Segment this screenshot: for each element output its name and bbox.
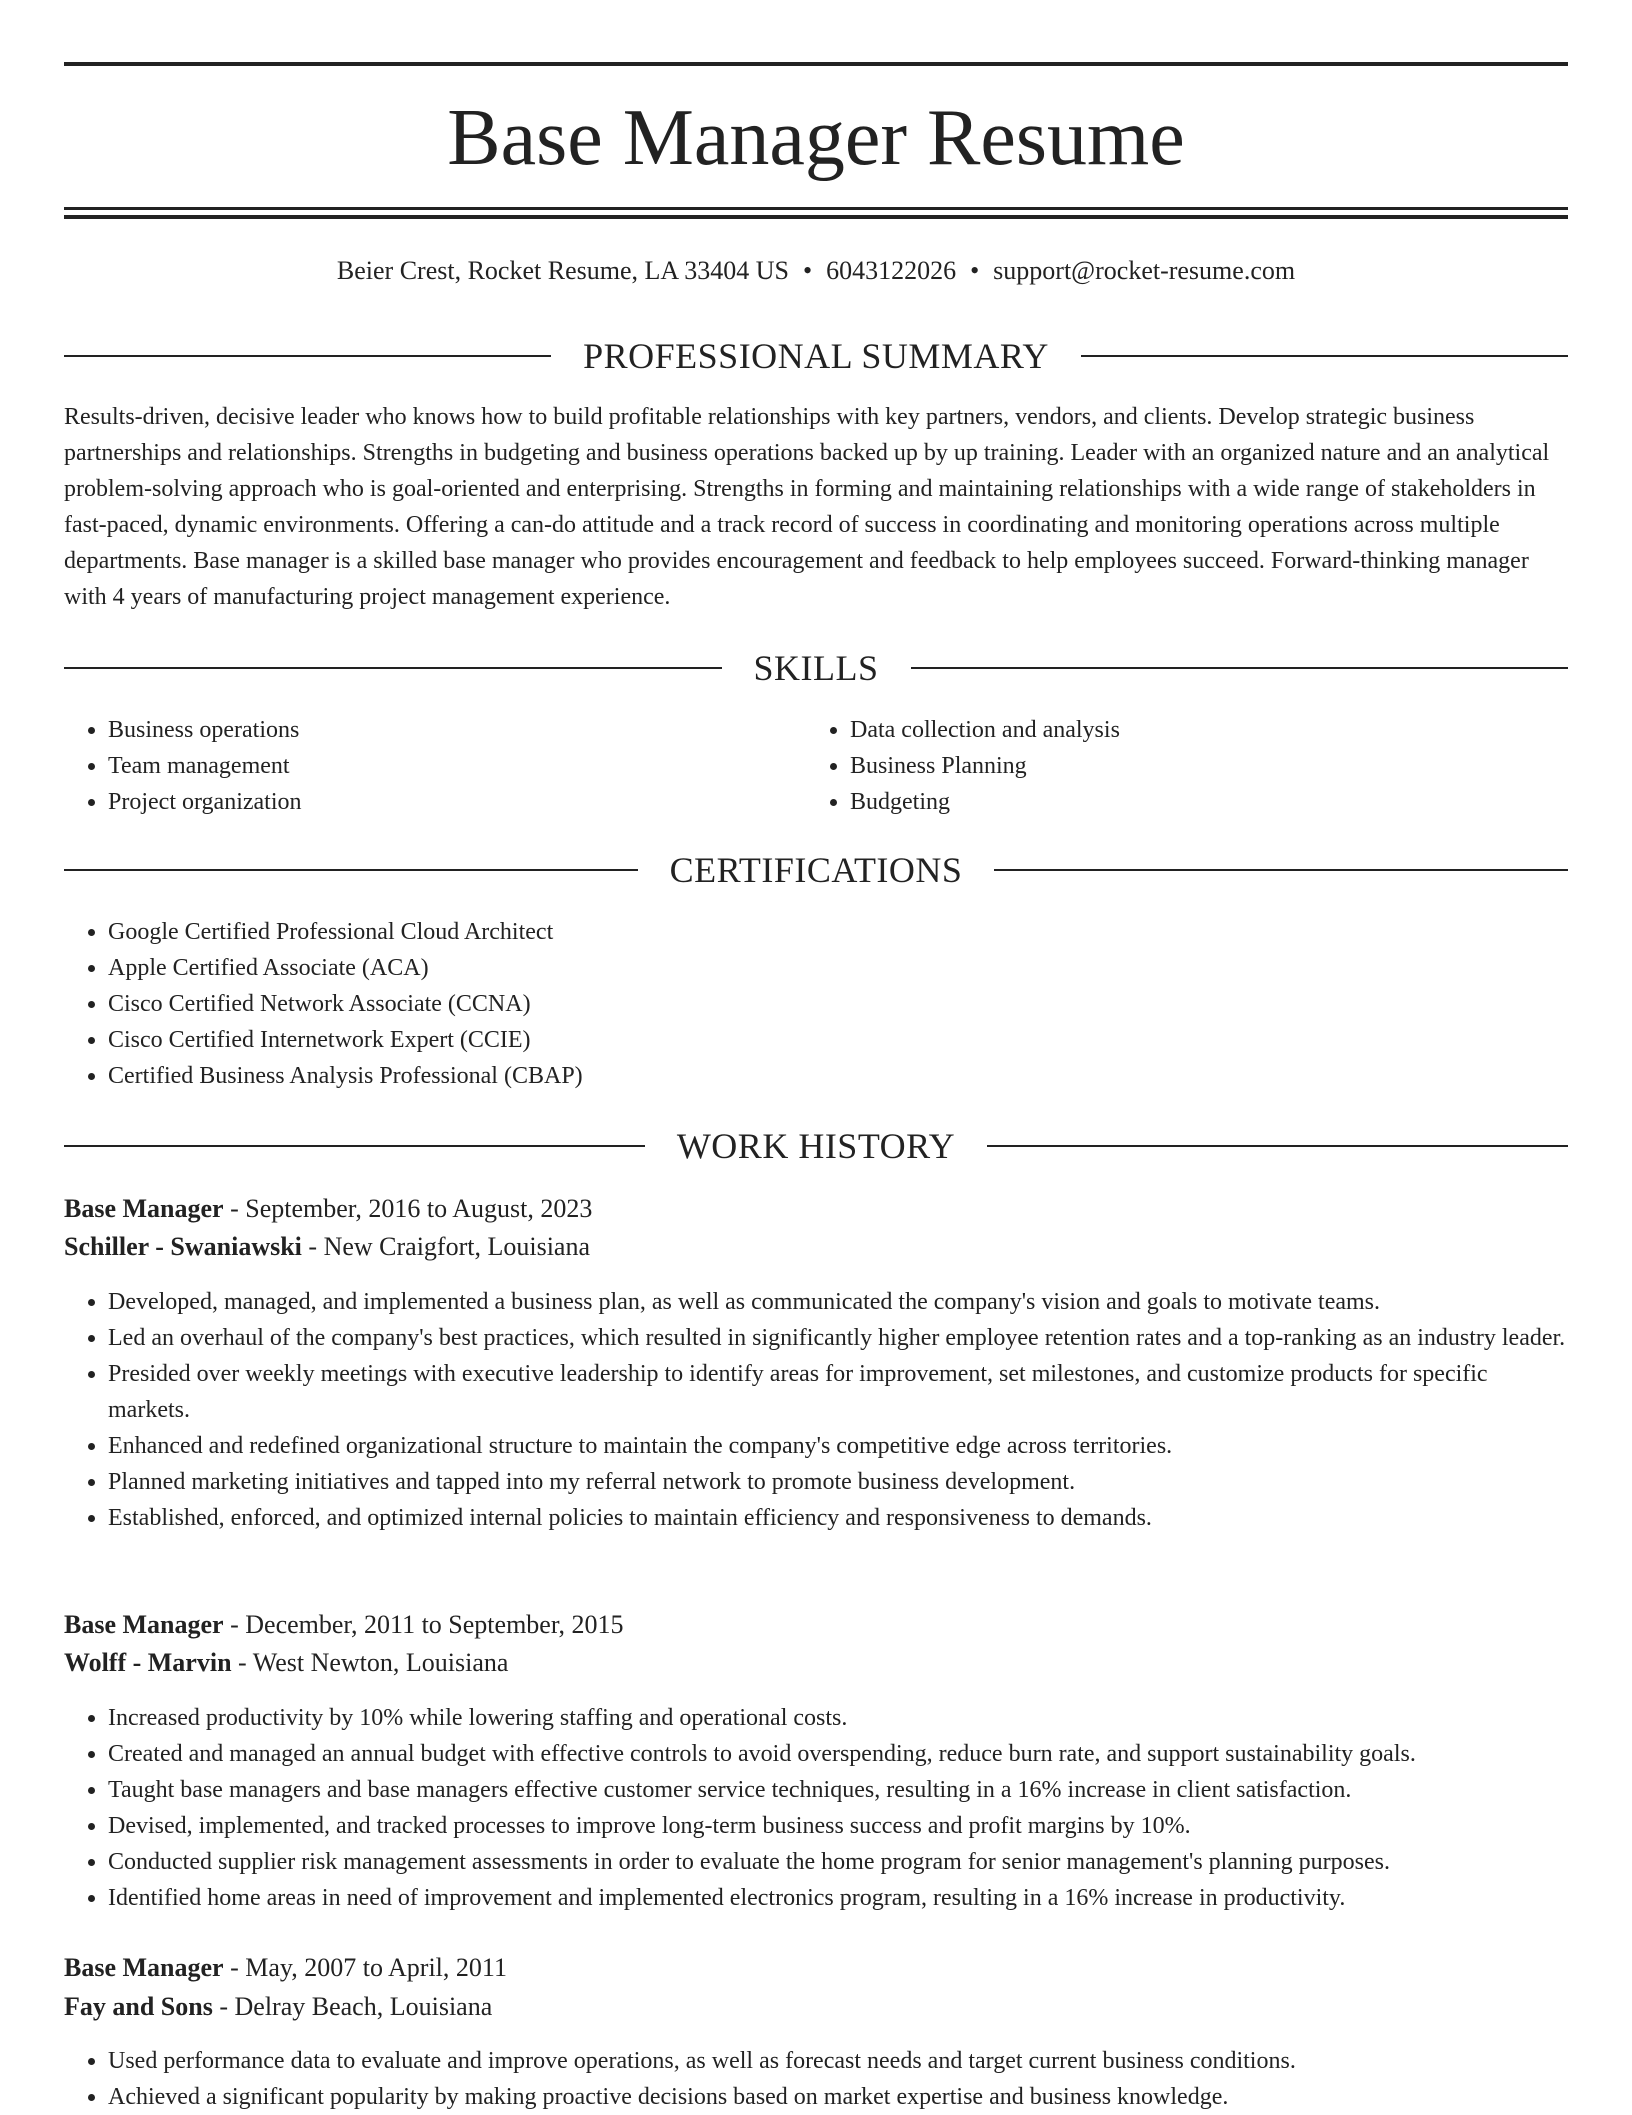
job-dash: - — [231, 1648, 253, 1677]
job-company-line — [64, 1644, 1568, 1682]
job-bullets — [64, 1284, 1568, 1536]
contact-separator: • — [802, 256, 813, 285]
job-title: Base Manager — [64, 1953, 224, 1982]
job-company-line — [64, 1988, 1568, 2026]
job-bullet: • Increased productivity by 10% while lowering staffing and operational costs. — [108, 1700, 1568, 1736]
top-rule — [64, 62, 1568, 66]
contact-separator: • — [970, 256, 980, 285]
job-bullet: • Achieved a significant popularity by making proactive decisions based on market expertise and business knowledge. — [108, 2079, 1568, 2115]
job-bullet: • Devised, implemented, and tracked processes to improve long-term business success and profit margins by 10%. — [108, 1808, 1568, 1844]
job-title: Base Manager — [64, 1610, 224, 1639]
job-bullet: • Used performance data to evaluate and improve operations, as well as forecast needs and target current business conditions. — [108, 2043, 1568, 2079]
job-company: Fay and Sons — [64, 1992, 213, 2021]
job-location: West Newton, Louisiana — [252, 1648, 509, 1677]
certification-item: • Apple Certified Associate (ACA) — [108, 950, 1568, 986]
job-bullets — [64, 1700, 1568, 1916]
section-rule — [987, 1145, 1568, 1147]
section-title: SKILLS — [753, 648, 879, 688]
job-title-line — [64, 1190, 1568, 1228]
page-title: Base Manager Resume — [447, 94, 1185, 182]
job-dates: September, 2016 to August, 2023 — [245, 1194, 593, 1223]
job-dash: - — [223, 1953, 246, 1982]
skill-item: • Data collection and analysis — [850, 712, 1550, 748]
certification-item: • Certified Business Analysis Professional (CBAP) — [108, 1058, 1568, 1094]
job-bullets — [64, 2043, 1568, 2115]
job-bullet: • Led an overhaul of the company's best practices, which resulted in significantly higher employee retention rates and a top-ranking as an industry leader. — [108, 1320, 1568, 1356]
contact-address: Beier Crest, Rocket Resume, LA 33404 US — [336, 256, 789, 285]
skills-list-right — [806, 712, 1550, 820]
job-bullet: • Planned marketing initiatives and tapped into my referral network to promote business development. — [108, 1464, 1568, 1500]
contact-line — [64, 254, 1568, 288]
job-title-line — [64, 1606, 1568, 1644]
section-title: CERTIFICATIONS — [669, 850, 963, 890]
section-title: PROFESSIONAL SUMMARY — [583, 336, 1049, 376]
job-location: New Craigfort, Louisiana — [323, 1232, 591, 1261]
skill-item: • Project organization — [108, 784, 808, 820]
section-title: WORK HISTORY — [676, 1126, 956, 1166]
job-company-line — [64, 1228, 1568, 1266]
skills-list-left — [64, 712, 808, 820]
job-dash: - — [223, 1194, 246, 1223]
section-rule — [911, 667, 1569, 669]
section-header-certifications — [64, 848, 1568, 892]
title-rule-upper — [64, 207, 1568, 210]
section-rule — [1081, 355, 1568, 357]
certification-item: • Cisco Certified Internetwork Expert (CCIE) — [108, 1022, 1568, 1058]
section-rule — [994, 869, 1568, 871]
job-title: Base Manager — [64, 1194, 224, 1223]
skill-item: • Budgeting — [850, 784, 1550, 820]
job-bullet: • Presided over weekly meetings with executive leadership to identify areas for improvement, set milestones, and customize products for specific markets. — [108, 1356, 1568, 1428]
section-rule — [64, 667, 722, 669]
job-bullet: • Enhanced and redefined organizational structure to maintain the company's competitive edge across territories. — [108, 1428, 1568, 1464]
certifications-list — [64, 914, 1568, 1094]
summary-text: Results-driven, decisive leader who knows how to build profitable relationships with key partners, vendors, and clients. Develop strategic business partnerships and relationships. Strengths in budgeting and business operations backed up by up training. Leader with an organized nature and an analytical problem-solving approach who is goal-oriented and enterprising. Strengths in forming and maintaining relationships with a wide range of stakeholders in fast-paced, dynamic environments. Offering a can-do attitude and a track record of success in coordinating and monitoring operations across multiple departments. Base manager is a skilled base manager who provides encouragement and feedback to help employees succeed. Forward-thinking manager with 4 years of manufacturing project management experience. — [64, 404, 1550, 610]
certification-item: • Google Certified Professional Cloud Architect — [108, 914, 1568, 950]
section-rule — [64, 1145, 645, 1147]
job-company: Wolff - Marvin — [64, 1648, 232, 1677]
section-header-summary — [64, 334, 1568, 378]
skill-item: • Business operations — [108, 712, 808, 748]
job-dates: May, 2007 to April, 2011 — [245, 1953, 507, 1982]
title-rule-lower — [64, 215, 1568, 219]
section-header-work-history — [64, 1124, 1568, 1168]
contact-email: support@rocket-resume.com — [993, 256, 1296, 285]
skill-item: • Business Planning — [850, 748, 1550, 784]
job-bullet: • Identified home areas in need of improvement and implemented electronics program, resulting in a 16% increase in productivity. — [108, 1880, 1568, 1916]
skill-item: • Team management — [108, 748, 808, 784]
job-dash: - — [301, 1232, 324, 1261]
section-rule — [64, 869, 638, 871]
job-bullet: • Developed, managed, and implemented a business plan, as well as communicated the company's vision and goals to motivate teams. — [108, 1284, 1568, 1320]
job-title-line — [64, 1949, 1568, 1987]
job-bullet: • Taught base managers and base managers effective customer service techniques, resulting in a 16% increase in client satisfaction. — [108, 1772, 1568, 1808]
job-company: Schiller - Swaniawski — [64, 1232, 302, 1261]
job-bullet: • Conducted supplier risk management assessments in order to evaluate the home program for senior management's planning purposes. — [108, 1844, 1568, 1880]
job-bullet: • Created and managed an annual budget with effective controls to avoid overspending, reduce burn rate, and support sustainability goals. — [108, 1736, 1568, 1772]
job-dash: - — [212, 1992, 235, 2021]
job-bullet: • Established, enforced, and optimized internal policies to maintain efficiency and responsiveness to demands. — [108, 1500, 1568, 1536]
job-dates: December, 2011 to September, 2015 — [245, 1610, 624, 1639]
contact-phone: 6043122026 — [826, 256, 957, 285]
section-header-skills — [64, 646, 1568, 690]
job-location: Delray Beach, Louisiana — [234, 1992, 493, 2021]
section-rule — [64, 355, 551, 357]
certification-item: • Cisco Certified Network Associate (CCNA) — [108, 986, 1568, 1022]
job-dash: - — [223, 1610, 246, 1639]
